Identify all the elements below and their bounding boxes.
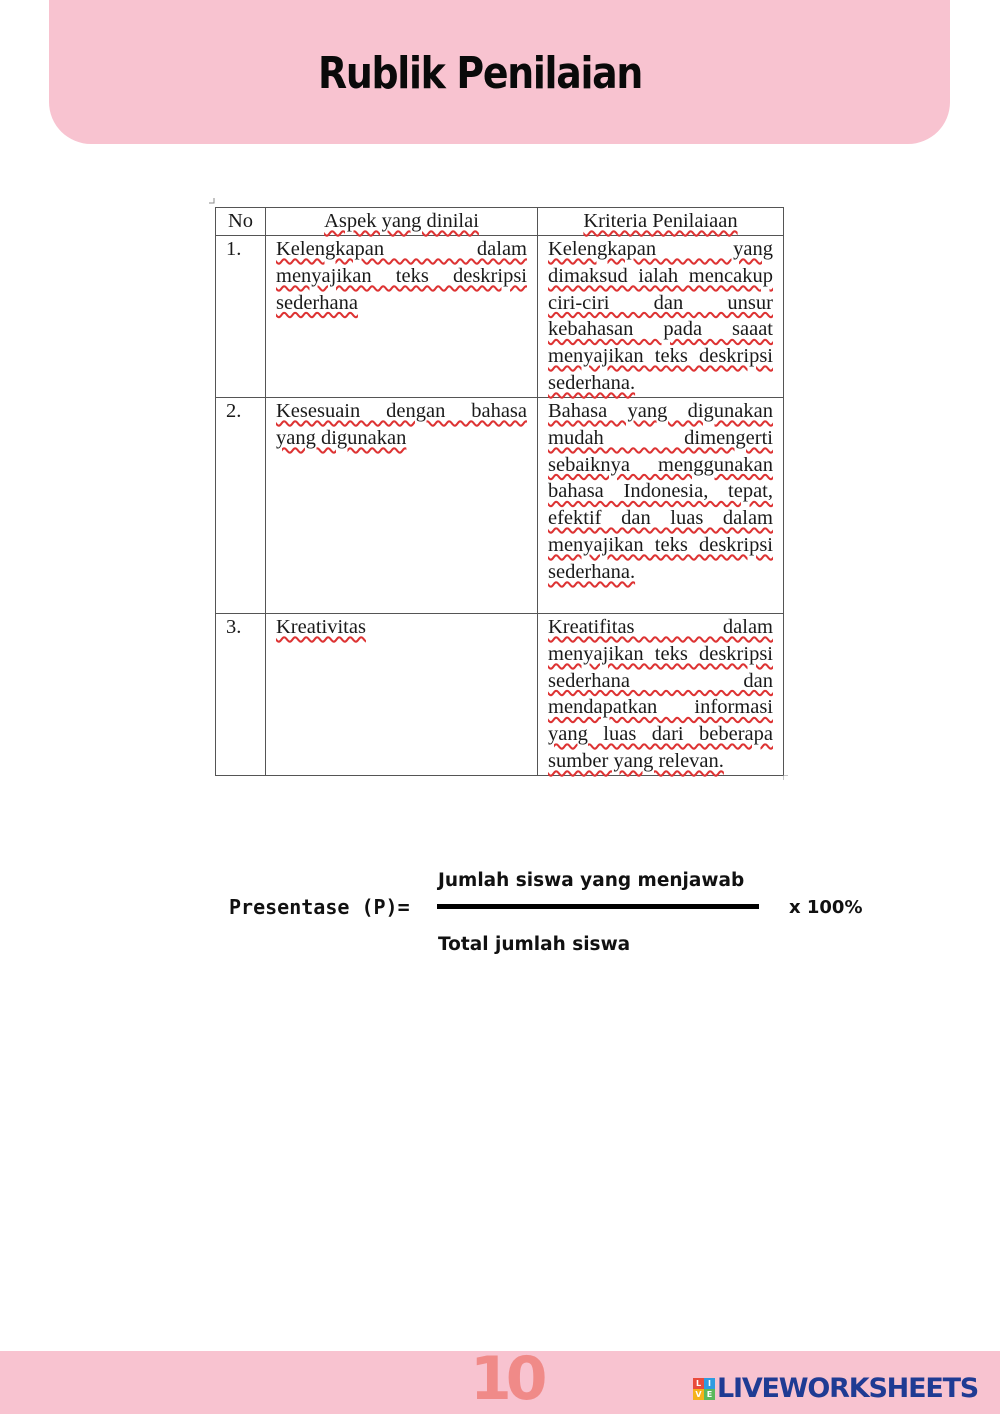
- row-aspek: [266, 614, 538, 776]
- fraction-bar: [437, 904, 759, 909]
- page-title: Rublik Penilaian: [318, 48, 643, 99]
- logo-tile: V: [693, 1389, 704, 1400]
- table-row: [216, 614, 784, 776]
- logo-tile: I: [704, 1378, 715, 1389]
- table-row: [216, 236, 784, 398]
- logo-tile: E: [704, 1389, 715, 1400]
- header-no: No: [216, 208, 266, 236]
- rubric-table: [215, 207, 784, 776]
- row-kriteria: [538, 398, 784, 614]
- header-aspek-label: Aspek yang dinilai: [324, 210, 479, 232]
- formula-numerator: Jumlah siswa yang menjawab: [438, 870, 745, 891]
- table-anchor-mark: [209, 198, 215, 204]
- page-number: 10: [470, 1344, 542, 1414]
- row-kriteria-text: Kreatifitas dalam menyajikan teks deskripsi sederhana dan mendapatkan informasi yang luas dari beberapa sumber yang relevan.: [548, 616, 773, 772]
- row-kriteria: [538, 236, 784, 398]
- row-kriteria-text: Bahasa yang digunakan mudah dimengerti sebaiknya menggunakan bahasa Indonesia, tepat, efektif dan luas dalam menyajikan teks deskripsi sederhana.: [548, 400, 773, 583]
- table-anchor-mark: [783, 775, 789, 781]
- formula-multiplier: x 100%: [789, 897, 863, 918]
- table-row: [216, 398, 784, 614]
- row-aspek-text: Kesesuain dengan bahasa yang digunakan: [276, 400, 527, 449]
- formula-label: Presentase (P)=: [229, 895, 410, 919]
- row-number: 3.: [216, 614, 266, 776]
- row-kriteria: [538, 614, 784, 776]
- header-kriteria-label: Kriteria Penilaiaan: [583, 210, 738, 232]
- formula-denominator: Total jumlah siswa: [438, 934, 631, 955]
- header-kriteria: [538, 208, 784, 236]
- row-aspek: [266, 236, 538, 398]
- row-aspek: [266, 398, 538, 614]
- row-aspek-text: Kelengkapan dalam menyajikan teks deskripsi sederhana: [276, 238, 527, 314]
- header-aspek: [266, 208, 538, 236]
- liveworksheets-logo-icon: [693, 1378, 715, 1400]
- row-number: 2.: [216, 398, 266, 614]
- brand[interactable]: [693, 1372, 978, 1406]
- row-number: 1.: [216, 236, 266, 398]
- row-aspek-text: Kreativitas: [276, 616, 366, 638]
- table-header-row: [216, 208, 784, 236]
- row-kriteria-text: Kelengkapan yang dimaksud ialah mencakup ciri-ciri dan unsur kebahasan pada saaat menyajikan teks deskripsi sederhana.: [548, 238, 773, 394]
- logo-tile: L: [693, 1378, 704, 1389]
- brand-text: LIVEWORKSHEETS: [717, 1373, 979, 1404]
